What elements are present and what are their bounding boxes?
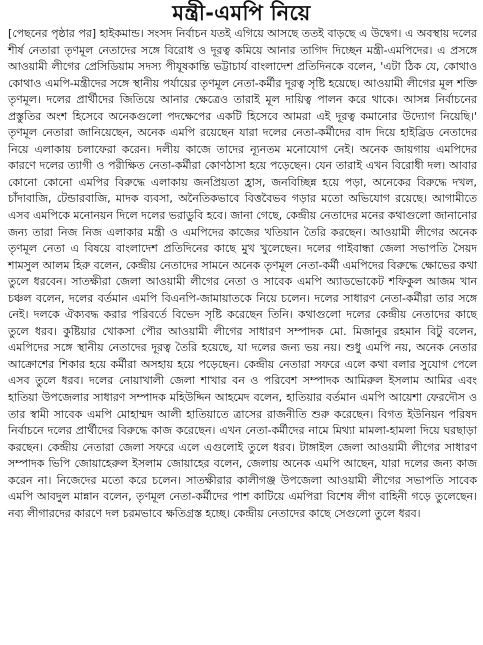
dateline: হাইকমান্ড। xyxy=(99,27,144,40)
article-body-text: সংসদ নির্বাচন যতই এগিয়ে আসছে ততই বাড়ছে এ উদ্বেগ। এ অবস্থায় দলের শীর্ষ নেতারা তৃণমূল নেতাদের সঙ্গে বিরোধ ও দূরত্ব কমিয়ে আনার তাগিদ দিচ্ছেন মন্ত্রী-এমপিদের। এ প্রসঙ্গে আওয়ামী লীগের প্রেসিডিয়াম সদস্য পীযূষকান্তি ভট্টাচার্য বাংলাদেশ প্রতিদিনকে বলেন, 'এটা ঠিক যে, কোথাও কোথাও এমপি-মন্ত্রীদের সঙ্গে স্থানীয় পর্যায়ের তৃণমূল নেতা-কর্মীর দূরত্ব সৃষ্টি হয়েছে। আওয়ামী লীগের মূল শক্তি তৃণমূল। দলের প্রার্থীদের জিতিয়ে আনার ক্ষেত্রেও তারাই মূল দায়িত্ব পালন করে থাকে। আসন্ন নির্বাচনের প্রস্তুতির অংশ হিসেবে অনেকগুলো পদক্ষেপের একটি হিসেবে আমরা এই দূরত্ব কমানোর উদ্যোগ নিয়েছি।' তৃণমূল নেতারা জানিয়েছেন, অনেক এমপি রয়েছেন যারা দলের নেতা-কর্মীদের বাদ দিয়ে হাইব্রিড নেতাদের নিয়ে এলাকায় চলাফেরা করেন। দলীয় কাজে তাদের ন্যূনতম মনোযোগ নেই। অনেক জায়গায় এমপিদের কারণে দলের ত্যাগী ও পরীক্ষিত নেতা-কর্মীরা কোণঠাসা হয়ে পড়েছেন। যেন তারাই এখন বিরোধী দল। আবার কোনো কোনো এমপির বিরুদ্ধে এলাকায় জনপ্রিয়তা হ্রাস, জনবিচ্ছিন্ন হয়ে পড়া, অনেকের বিরুদ্ধে দখল, চাঁদাবাজি, টেন্ডারবাজি, মাদক ব্যবসা, অনৈতিকভাবে বিত্তবৈভব গড়ার মতো অভিযোগ রয়েছে। আগামীতে এসব এমপিকে মনোনয়ন দিলে দলের ভরাডুবি হবে। জানা গেছে, কেন্দ্রীয় নেতাদের মনের কথাগুলো জানানোর জন্য তারা নিজ নিজ এলাকার মন্ত্রী ও এমপিদের কাজের খতিয়ান তৈরি করছেন। আওয়ামী লীগের অনেক তৃণমূল নেতা এ বিষয়ে বাংলাদেশ প্রতিদিনের কাছে মুখ খুলেছেন। দলের গাইবান্ধা জেলা সভাপতি সৈয়দ শামসুল আলম হিরু বলেন, কেন্দ্রীয় নেতাদের সামনে অনেক তৃণমূল নেতা-কর্মী এমপিদের বিরুদ্ধে ক্ষোভের কথা তুলে ধরবেন। সাতক্ষীরা জেলা আওয়ামী লীগের নেতা ও সাবেক এমপি অ্যাডভোকেট শফিকুল আজম খান চঞ্চল বলেন, দলের বর্তমান এমপি বিএনপি-জামায়াতকে নিয়ে চলেন। দলের সাধারণ নেতা-কর্মীরা তার সঙ্গে নেই। দলকে ঐক্যবদ্ধ করার পরিবর্তে বিভেদ সৃষ্টি করেছেন তিনি। কথাগুলো দলের কেন্দ্রীয় নেতাদের কাছে তুলে ধরব। কুষ্টিয়ার খোকসা পৌর আওয়ামী লীগের সাধারণ সম্পাদক মো. মিজানুর রহমান বিটু বলেন, এমপিদের সঙ্গে স্থানীয় নেতাদের দূরত্ব তৈরি হয়েছে, যা দলের জন্য ভয় নয়। শুধু এমপি নয়, অনেক নেতার আক্রোশের শিকার হয়ে কর্মীরা অসহায় হয়ে পড়েছেন। কেন্দ্রীয় নেতারা সফরে এলে কথা বলার সুযোগ পেলে এসব তুলে ধরব। দলের নোয়াখালী জেলা শাখার বন ও পরিবেশ সম্পাদক আমিরুল ইসলাম আমির এবং হাতিয়া উপজেলার সাধারণ সম্পাদক মহিউদ্দিন আহমেদ বলেন, হাতিয়ার বর্তমান এমপি আয়েশা ফেরদৌস ও তার স্বামী সাবেক এমপি মোহাম্মদ আলী হাতিয়াতে ত্রাসের রাজনীতি শুরু করেছেন। বিগত ইউনিয়ন পরিষদ নির্বাচনে দলের প্রার্থীদের বিরুদ্ধে কাজ করেছেন। এখন নেতা-কর্মীদের নামে মিথ্যা মামলা-হামলা দিয়ে ঘরছাড়া করছেন। কেন্দ্রীয় নেতারা জেলা সফরে এলে এগুলোই তুলে ধরব। টাঙ্গাইল জেলা আওয়ামী লীগের সাধারণ সম্পাদক ভিপি জোয়াহেরুল ইসলাম জোয়াহের বলেন, জেলায় অনেক এমপি আছেন, যারা দলের জন্য কাজ করেন না। নিজেদের মতো করে চলেন। সাতক্ষীরার কালীগঞ্জ উপজেলা আওয়ামী লীগের সভাপতি সাবেক এমপি আবদুল মান্নান বলেন, তৃণমূল নেতা-কর্মীদের পাশ কাটিয়ে এমপিরা বিশেষ লীগ বাহিনী গড়ে তুলেছেন। নব্য লীগারদের কারণে দল চরমভাবে ক্ষতিগ্রস্ত হচ্ছে। কেন্দ্রীয় নেতাদের কাছে সেগুলো তুলে ধরব। xyxy=(8,27,477,520)
continued-from-page-tag: [পেছনের পৃষ্ঠার পর] xyxy=(8,27,97,40)
headline: মন্ত্রী-এমপি নিয়ে xyxy=(172,1,311,25)
article-body-paragraph xyxy=(6,26,477,522)
